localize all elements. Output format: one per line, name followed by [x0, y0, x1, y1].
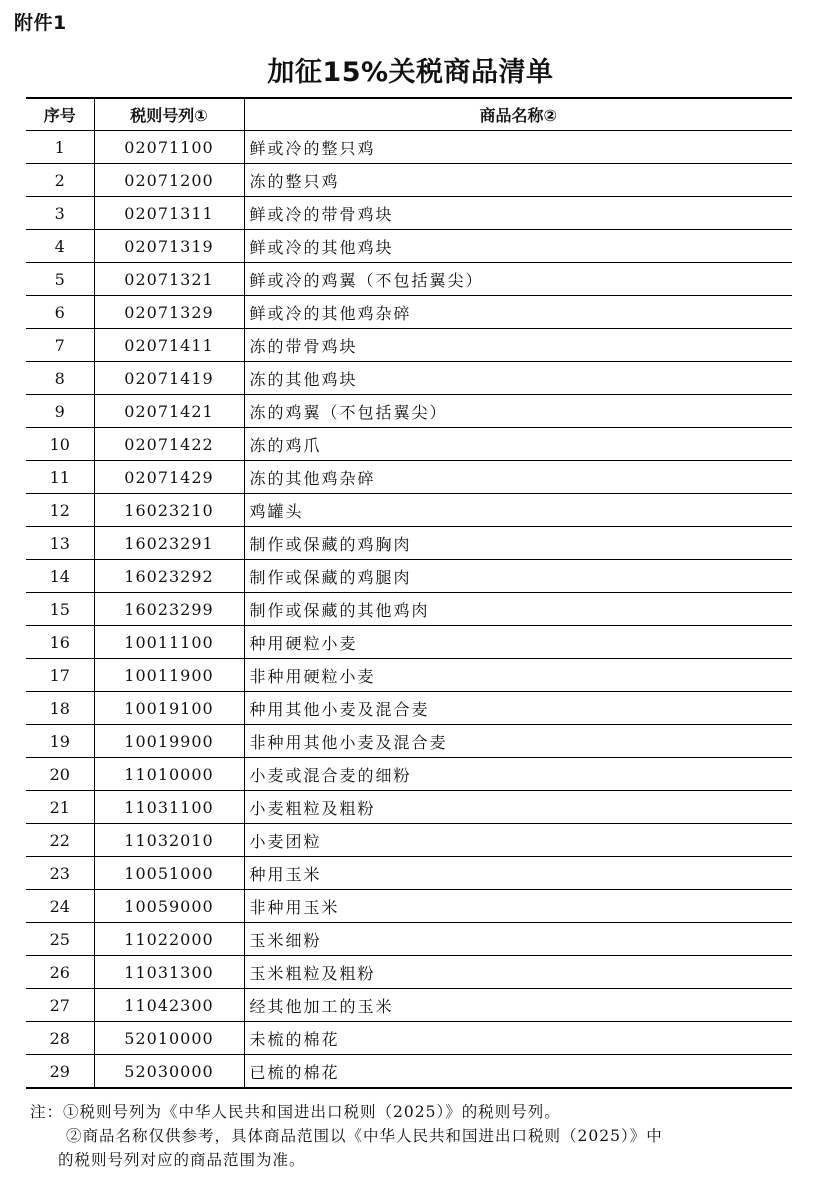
tariff-code-cell: 16023292 — [94, 560, 244, 593]
footnote-1-text: ①税则号列为《中华人民共和国进出口税则（2025）》的税则号列。 — [63, 1103, 561, 1121]
header-serial-number: 序号 — [26, 98, 94, 131]
table-row — [26, 692, 792, 725]
goods-name-cell: 鲜或冷的鸡翼（不包括翼尖） — [244, 263, 792, 296]
table-row — [26, 824, 792, 857]
serial-number-cell: 10 — [26, 428, 94, 461]
serial-number-cell: 13 — [26, 527, 94, 560]
serial-number-cell: 11 — [26, 461, 94, 494]
tariff-code-cell: 02071319 — [94, 230, 244, 263]
footnote-prefix: 注： — [30, 1103, 64, 1121]
table-row — [26, 890, 792, 923]
goods-name-cell: 玉米粗粒及粗粉 — [244, 956, 792, 989]
tariff-code-cell: 11022000 — [94, 923, 244, 956]
goods-name-cell: 冻的整只鸡 — [244, 164, 792, 197]
table-row — [26, 494, 792, 527]
table-row — [26, 989, 792, 1022]
tariff-code-cell: 02071422 — [94, 428, 244, 461]
tariff-code-cell: 02071329 — [94, 296, 244, 329]
goods-name-cell: 鲜或冷的带骨鸡块 — [244, 197, 792, 230]
serial-number-cell: 29 — [26, 1055, 94, 1089]
goods-name-cell: 种用硬粒小麦 — [244, 626, 792, 659]
serial-number-cell: 17 — [26, 659, 94, 692]
tariff-code-cell: 11031300 — [94, 956, 244, 989]
header-tariff-code: 税则号列① — [94, 98, 244, 131]
serial-number-cell: 4 — [26, 230, 94, 263]
table-row — [26, 593, 792, 626]
table-row — [26, 428, 792, 461]
tariff-code-cell: 02071411 — [94, 329, 244, 362]
attachment-label: 附件1 — [14, 12, 67, 34]
footnote-1 — [30, 1100, 790, 1124]
serial-number-cell: 15 — [26, 593, 94, 626]
table-row — [26, 659, 792, 692]
goods-name-cell: 冻的鸡翼（不包括翼尖） — [244, 395, 792, 428]
serial-number-cell: 24 — [26, 890, 94, 923]
serial-number-cell: 20 — [26, 758, 94, 791]
table-body — [26, 131, 792, 1089]
serial-number-cell: 28 — [26, 1022, 94, 1055]
serial-number-cell: 7 — [26, 329, 94, 362]
document-title: 加征15%关税商品清单 — [267, 57, 554, 88]
table-row — [26, 263, 792, 296]
table-row — [26, 725, 792, 758]
table-row — [26, 362, 792, 395]
table-row — [26, 296, 792, 329]
goods-name-cell: 鸡罐头 — [244, 494, 792, 527]
goods-name-cell: 小麦或混合麦的细粉 — [244, 758, 792, 791]
goods-name-cell: 制作或保藏的其他鸡肉 — [244, 593, 792, 626]
tariff-code-cell: 11031100 — [94, 791, 244, 824]
goods-name-cell: 鲜或冷的其他鸡块 — [244, 230, 792, 263]
table-row — [26, 1022, 792, 1055]
serial-number-cell: 3 — [26, 197, 94, 230]
table-row — [26, 560, 792, 593]
goods-name-cell: 未梳的棉花 — [244, 1022, 792, 1055]
table-row — [26, 791, 792, 824]
table-header-row — [26, 98, 792, 131]
tariff-code-cell: 11032010 — [94, 824, 244, 857]
serial-number-cell: 6 — [26, 296, 94, 329]
goods-name-cell: 已梳的棉花 — [244, 1055, 792, 1089]
table-row — [26, 956, 792, 989]
goods-name-cell: 种用其他小麦及混合麦 — [244, 692, 792, 725]
goods-name-cell: 种用玉米 — [244, 857, 792, 890]
goods-name-cell: 非种用玉米 — [244, 890, 792, 923]
table-row — [26, 758, 792, 791]
goods-name-cell: 冻的其他鸡杂碎 — [244, 461, 792, 494]
table-row — [26, 164, 792, 197]
serial-number-cell: 26 — [26, 956, 94, 989]
tariff-code-cell: 02071100 — [94, 131, 244, 164]
goods-name-cell: 制作或保藏的鸡腿肉 — [244, 560, 792, 593]
serial-number-cell: 12 — [26, 494, 94, 527]
table-row — [26, 131, 792, 164]
table-row — [26, 329, 792, 362]
serial-number-cell: 5 — [26, 263, 94, 296]
goods-name-cell: 鲜或冷的其他鸡杂碎 — [244, 296, 792, 329]
serial-number-cell: 16 — [26, 626, 94, 659]
table-row — [26, 461, 792, 494]
footnote-2-continued: 的税则号列对应的商品范围为准。 — [58, 1151, 306, 1169]
goods-name-cell: 经其他加工的玉米 — [244, 989, 792, 1022]
serial-number-cell: 14 — [26, 560, 94, 593]
goods-name-cell: 玉米细粉 — [244, 923, 792, 956]
serial-number-cell: 19 — [26, 725, 94, 758]
tariff-code-cell: 52030000 — [94, 1055, 244, 1089]
goods-name-cell: 小麦团粒 — [244, 824, 792, 857]
tariff-code-cell: 11010000 — [94, 758, 244, 791]
goods-name-cell: 非种用其他小麦及混合麦 — [244, 725, 792, 758]
tariff-code-cell: 16023299 — [94, 593, 244, 626]
tariff-code-cell: 02071419 — [94, 362, 244, 395]
tariff-code-cell: 02071311 — [94, 197, 244, 230]
goods-name-cell: 冻的带骨鸡块 — [244, 329, 792, 362]
serial-number-cell: 27 — [26, 989, 94, 1022]
tariff-code-cell: 02071421 — [94, 395, 244, 428]
goods-name-cell: 冻的鸡爪 — [244, 428, 792, 461]
goods-name-cell: 小麦粗粒及粗粉 — [244, 791, 792, 824]
serial-number-cell: 1 — [26, 131, 94, 164]
tariff-code-cell: 16023291 — [94, 527, 244, 560]
serial-number-cell: 8 — [26, 362, 94, 395]
table-row — [26, 395, 792, 428]
goods-name-cell: 冻的其他鸡块 — [244, 362, 792, 395]
header-goods-name: 商品名称② — [244, 98, 792, 131]
table-row — [26, 527, 792, 560]
serial-number-cell: 23 — [26, 857, 94, 890]
tariff-code-cell: 02071200 — [94, 164, 244, 197]
goods-name-cell: 非种用硬粒小麦 — [244, 659, 792, 692]
footnotes — [30, 1100, 790, 1172]
tariff-code-cell: 10051000 — [94, 857, 244, 890]
goods-name-cell: 鲜或冷的整只鸡 — [244, 131, 792, 164]
tariff-code-cell: 10019100 — [94, 692, 244, 725]
footnote-2: ②商品名称仅供参考，具体商品范围以《中华人民共和国进出口税则（2025）》中 — [66, 1127, 663, 1145]
tariff-code-cell: 10011100 — [94, 626, 244, 659]
serial-number-cell: 25 — [26, 923, 94, 956]
table-row — [26, 1055, 792, 1089]
tariff-code-cell: 52010000 — [94, 1022, 244, 1055]
tariff-goods-table — [26, 97, 792, 1089]
tariff-code-cell: 16023210 — [94, 494, 244, 527]
table-row — [26, 923, 792, 956]
serial-number-cell: 21 — [26, 791, 94, 824]
table-row — [26, 230, 792, 263]
table-row — [26, 197, 792, 230]
tariff-code-cell: 10019900 — [94, 725, 244, 758]
serial-number-cell: 18 — [26, 692, 94, 725]
table-row — [26, 857, 792, 890]
serial-number-cell: 9 — [26, 395, 94, 428]
tariff-code-cell: 10011900 — [94, 659, 244, 692]
tariff-code-cell: 10059000 — [94, 890, 244, 923]
tariff-code-cell: 02071321 — [94, 263, 244, 296]
serial-number-cell: 2 — [26, 164, 94, 197]
serial-number-cell: 22 — [26, 824, 94, 857]
tariff-code-cell: 02071429 — [94, 461, 244, 494]
table-row — [26, 626, 792, 659]
tariff-code-cell: 11042300 — [94, 989, 244, 1022]
goods-name-cell: 制作或保藏的鸡胸肉 — [244, 527, 792, 560]
